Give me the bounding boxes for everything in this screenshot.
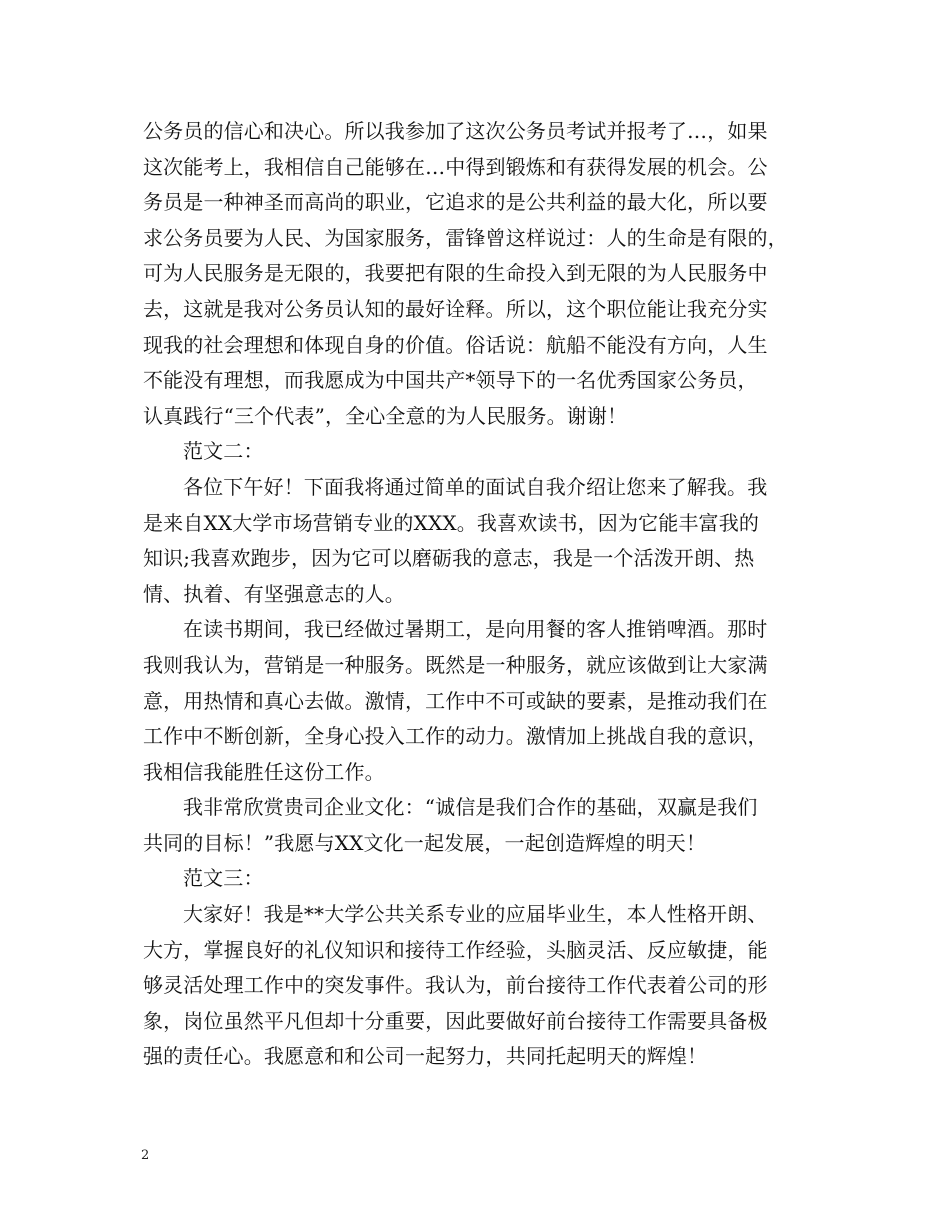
text-line: 够灵活处理工作中的突发事件。我认为，前台接待工作代表着公司的形 (143, 973, 768, 998)
text-line: 我相信我能胜任这份工作。 (143, 759, 385, 784)
text-line: 我非常欣赏贵司企业文化：“诚信是我们合作的基础，双赢是我们 (183, 795, 758, 820)
text-line: 是来自XX大学市场营销专业的XXX。我喜欢读书，因为它能丰富我的 (143, 510, 759, 535)
page-number: 2 (141, 1148, 150, 1163)
text-line: 情、执着、有坚强意志的人。 (143, 581, 405, 606)
text-line: 公务员的信心和决心。所以我参加了这次公务员考试并报考了…，如果 (143, 119, 768, 143)
text-line: 求公务员要为人民、为国家服务，雷锋曾这样说过：人的生命是有限的， (143, 225, 788, 250)
text-line: 意，用热情和真心去做。激情，工作中不可或缺的要素，是推动我们在 (143, 688, 768, 713)
text-line: 在读书期间，我已经做过暑期工，是向用餐的客人推销啤酒。那时 (183, 617, 768, 642)
text-line: 范文二： (183, 439, 264, 464)
text-line: 这次能考上，我相信自己能够在…中得到锻炼和有获得发展的机会。公 (143, 154, 768, 179)
text-line: 我则我认为，营销是一种服务。既然是一种服务，就应该做到让大家满 (143, 652, 768, 677)
text-line: 各位下午好！下面我将通过简单的面试自我介绍让您来了解我。我 (183, 474, 768, 499)
text-line: 象，岗位虽然平凡但却十分重要，因此要做好前台接待工作需要具备极 (143, 1008, 768, 1033)
text-line: 工作中不断创新，全身心投入工作的动力。激情加上挑战自我的意识， (143, 724, 768, 749)
document-body (143, 114, 813, 1075)
text-line: 不能没有理想，而我愿成为中国共产*领导下的一名优秀国家公务员， (143, 368, 758, 393)
text-line: 现我的社会理想和体现自身的价值。俗话说：航船不能没有方向，人生 (143, 332, 768, 357)
text-line: 可为人民服务是无限的，我要把有限的生命投入到无限的为人民服务中 (143, 261, 768, 286)
text-line: 去，这就是我对公务员认知的最好诠释。所以，这个职位能让我充分实 (143, 296, 768, 321)
text-line: 认真践行“三个代表”，全心全意的为人民服务。谢谢！ (143, 403, 628, 428)
text-line: 范文三： (183, 866, 264, 891)
text-line: 知识;我喜欢跑步，因为它可以磨砺我的意志，我是一个活泼开朗、热 (143, 546, 755, 571)
text-line: 强的责任心。我愿意和和公司一起努力，共同托起明天的辉煌！ (143, 1044, 708, 1069)
text-line: 共同的目标！”我愿与XX文化一起发展，一起创造辉煌的明天！ (143, 830, 707, 855)
text-line: 大方，掌握良好的礼仪知识和接待工作经验，头脑灵活、反应敏捷，能 (143, 937, 768, 962)
text-line: 务员是一种神圣而高尚的职业，它追求的是公共利益的最大化，所以要 (143, 190, 768, 215)
text-line: 大家好！我是**大学公共关系专业的应届毕业生，本人性格开朗、 (183, 902, 768, 927)
